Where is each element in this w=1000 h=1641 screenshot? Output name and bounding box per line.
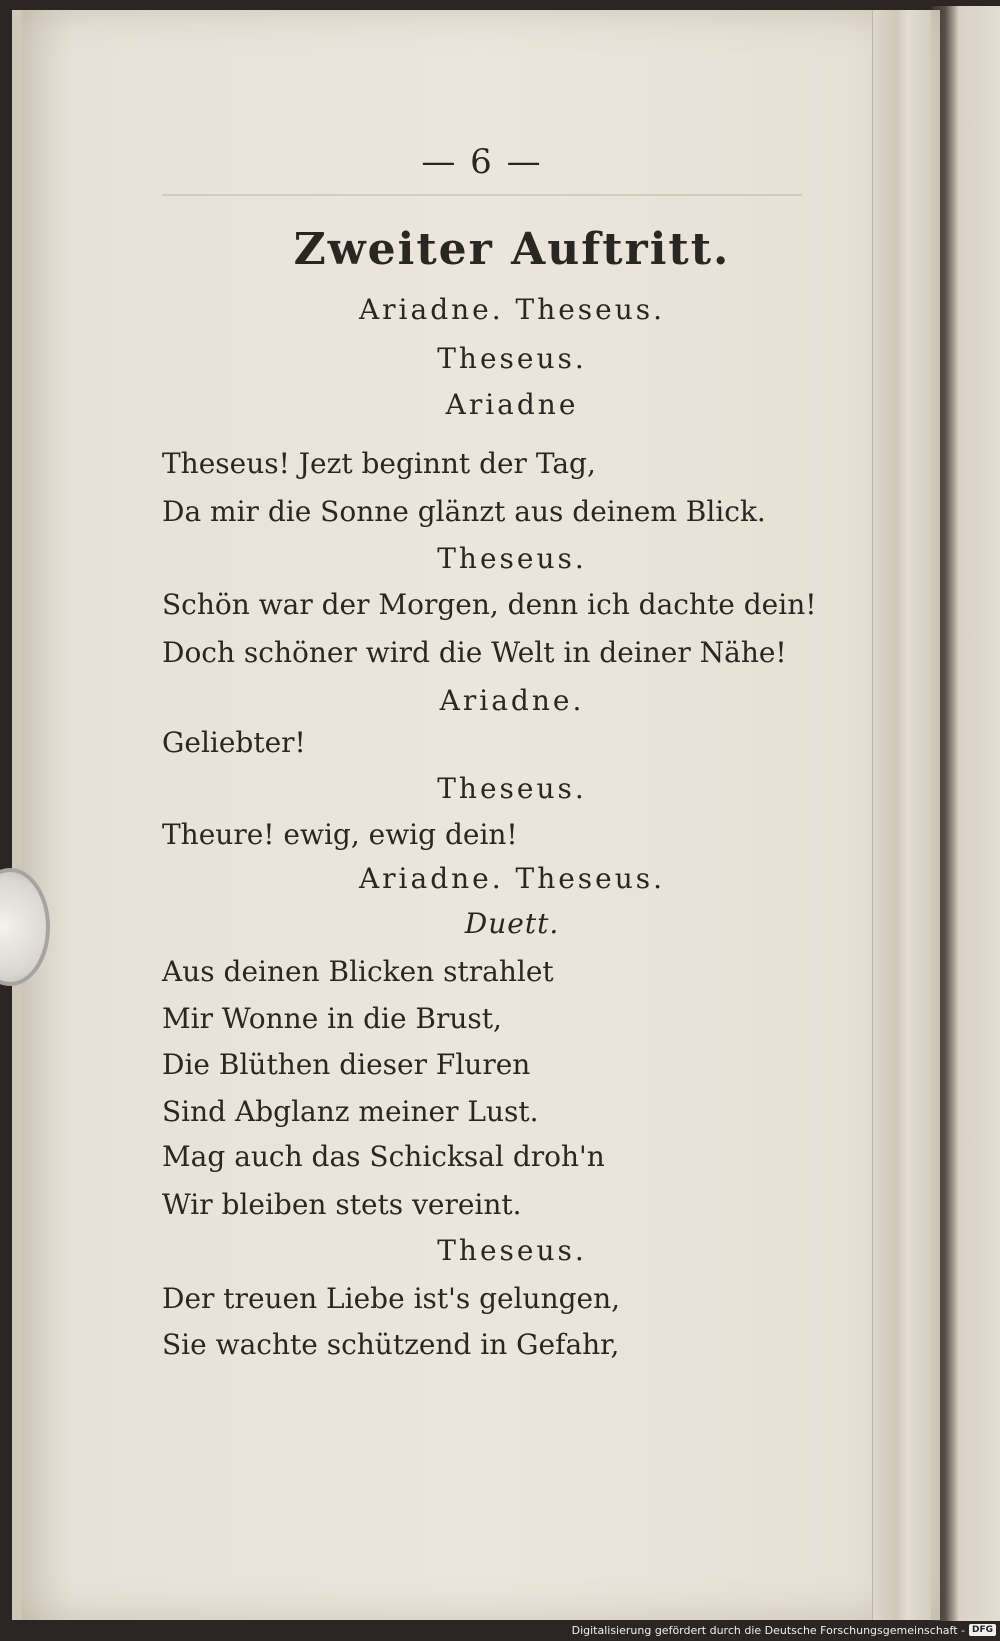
- speaker-line: Theseus.: [437, 542, 587, 575]
- dfg-logo-icon: DFG: [969, 1624, 996, 1636]
- header-rule: [162, 194, 802, 196]
- verse-line: Schön war der Morgen, denn ich dachte dein!: [162, 588, 817, 621]
- next-page-edge: [932, 6, 1000, 1621]
- speaker-line: Theseus.: [437, 342, 587, 375]
- book-spine: [872, 10, 931, 1620]
- speaker-line: Ariadne. Theseus.: [358, 293, 666, 326]
- verse-line: Aus deinen Blicken strahlet: [162, 955, 554, 988]
- verse-line: Mir Wonne in die Brust,: [162, 1002, 502, 1035]
- speaker-line: Ariadne.: [439, 684, 585, 717]
- footer-credit: Digitalisierung gefördert durch die Deutsche Forschungsgemeinschaft -: [571, 1623, 965, 1637]
- page-number: — 6 —: [421, 142, 543, 182]
- verse-line: Sind Abglanz meiner Lust.: [162, 1095, 539, 1128]
- verse-line: Geliebter!: [162, 726, 306, 759]
- speaker-line: Theseus.: [437, 1234, 587, 1267]
- digitization-footer: [572, 1621, 996, 1639]
- verse-line: Da mir die Sonne glänzt aus deinem Blick.: [162, 495, 766, 528]
- verse-line: Der treuen Liebe ist's gelungen,: [162, 1282, 621, 1315]
- verse-line: Wir bleiben stets vereint.: [162, 1188, 522, 1221]
- verse-line: Die Blüthen dieser Fluren: [162, 1048, 531, 1081]
- verse-line: Doch schöner wird die Welt in deiner Nähe!: [162, 636, 787, 669]
- speaker-line: Ariadne: [445, 388, 579, 421]
- verse-line: Theseus! Jezt beginnt der Tag,: [162, 447, 596, 480]
- verse-line: Mag auch das Schicksal droh'n: [162, 1140, 605, 1173]
- book-page: [12, 10, 940, 1620]
- scene-heading: Zweiter Auftritt.: [293, 224, 731, 275]
- speaker-line: Ariadne. Theseus.: [358, 862, 666, 895]
- speaker-line: Theseus.: [437, 772, 587, 805]
- verse-line: Theure! ewig, ewig dein!: [162, 818, 518, 851]
- speaker-line: Duett.: [464, 907, 560, 940]
- verse-line: Sie wachte schützend in Gefahr,: [162, 1328, 620, 1361]
